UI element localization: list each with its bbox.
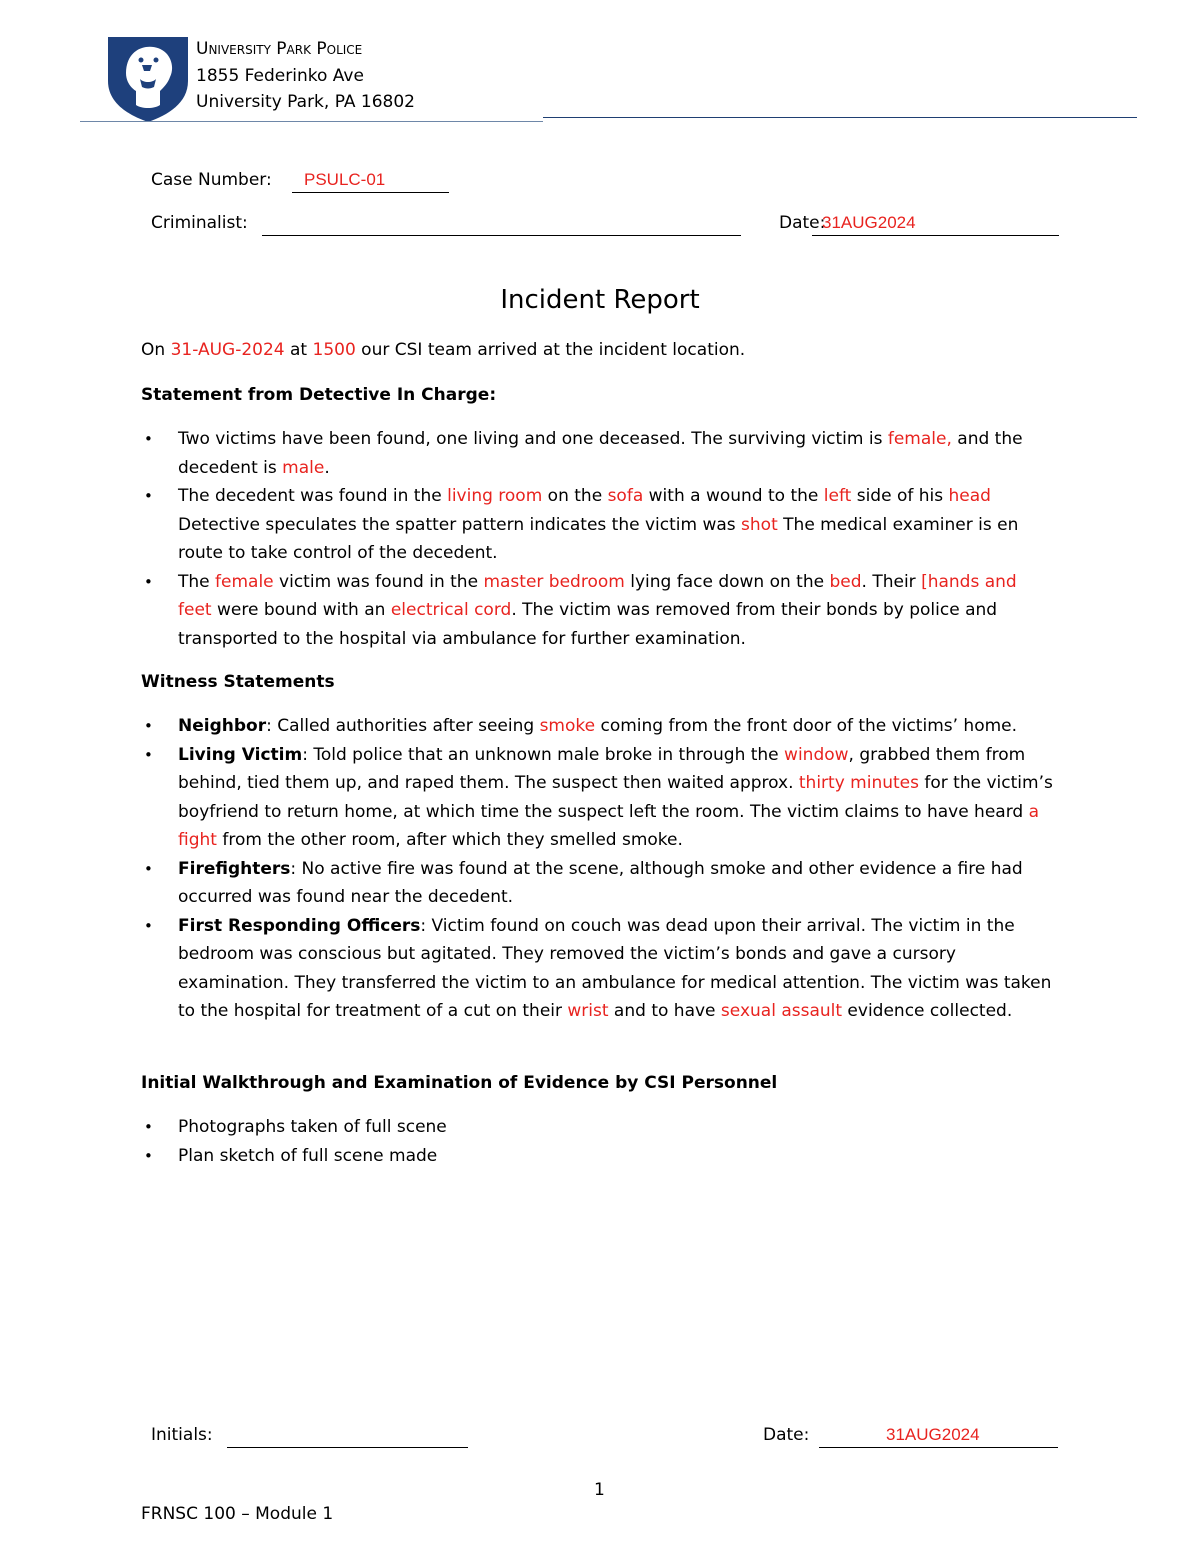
detective-statement-item — [141, 568, 1051, 654]
item-text: victim was found in the — [273, 571, 484, 592]
highlighted-fill-text: left — [823, 486, 852, 506]
bullet-icon: • — [144, 572, 153, 591]
highlighted-fill-text: sexual assault — [720, 1001, 843, 1021]
witness-statement-item — [141, 712, 1056, 741]
item-text: from the other room, after which they smelled smoke. — [216, 830, 683, 850]
criminalist-field[interactable] — [262, 211, 741, 236]
bullet-icon: • — [144, 430, 153, 448]
witness-name: Living Victim — [178, 744, 303, 765]
address-line-1: 1855 Federinko Ave — [196, 66, 364, 86]
item-text: Detective speculates the spatter pattern indicates the victim was — [178, 514, 742, 535]
date-field[interactable] — [812, 211, 1059, 236]
witness-statement-item — [141, 741, 1056, 855]
arrival-time: 1500 — [312, 340, 356, 360]
highlighted-fill-text: head — [948, 486, 991, 506]
item-text: The decedent was found in the — [178, 486, 448, 506]
witness-statements-list — [141, 712, 1056, 1026]
walkthrough-heading: Initial Walkthrough and Examination of Evidence by CSI Personnel — [141, 1073, 778, 1093]
witness-statement-item — [141, 912, 1056, 1026]
witness-statement-item — [141, 855, 1056, 912]
item-text: evidence collected. — [842, 1001, 1013, 1021]
signoff-date-field[interactable] — [819, 1423, 1058, 1448]
item-text: . The victim was removed from their bonds by police and transported to the hospital via ambulance for further examination. — [178, 600, 998, 649]
detective-statement-list — [141, 425, 1051, 653]
witness-name: Firefighters — [178, 858, 291, 879]
header-divider-right — [543, 117, 1137, 118]
signoff-date-value: 31AUG2024 — [886, 1425, 980, 1444]
arrival-text-1: On — [141, 340, 171, 360]
initials-field[interactable] — [227, 1423, 468, 1448]
bullet-icon: • — [144, 745, 153, 764]
witness-name: Neighbor — [178, 716, 267, 736]
criminalist-label: Criminalist: — [151, 213, 248, 233]
arrival-date: 31-AUG-2024 — [170, 340, 285, 360]
walkthrough-item — [141, 1142, 1041, 1171]
item-text: on the — [542, 486, 608, 506]
bullet-icon: • — [144, 1146, 153, 1165]
item-text: lying face down on the — [624, 571, 830, 592]
case-number-label: Case Number: — [151, 170, 272, 190]
item-text: were bound with an — [211, 600, 391, 620]
item-text: and the decedent is — [178, 429, 1023, 478]
signoff-date-label: Date: — [763, 1425, 810, 1445]
highlighted-fill-text: shot — [741, 514, 778, 535]
case-number-field[interactable] — [292, 168, 449, 193]
highlighted-fill-text: thirty minutes — [798, 773, 919, 793]
item-text: Two victims have been found, one living and one deceased. The surviving victim is — [178, 429, 888, 449]
nittany-lion-shield-icon — [106, 33, 190, 123]
course-footer: FRNSC 100 – Module 1 — [141, 1504, 334, 1524]
initials-label: Initials: — [151, 1425, 213, 1445]
item-text: The medical examiner is en route to take control of the decedent. — [178, 514, 1019, 563]
detective-statement-item — [141, 425, 1051, 482]
highlighted-fill-text: [hands and feet — [178, 571, 1017, 620]
item-text: . Their — [861, 571, 922, 592]
bullet-icon: • — [144, 859, 153, 878]
highlighted-fill-text: living room — [447, 486, 543, 506]
item-text: for the victim’s boyfriend to return home, at which time the suspect left the room. The victim claims to have heard — [178, 773, 1053, 822]
walkthrough-list — [141, 1113, 1041, 1170]
item-text: . — [324, 457, 330, 478]
bullet-icon: • — [144, 717, 153, 735]
bullet-icon: • — [144, 1118, 153, 1136]
item-text: with a wound to the — [643, 486, 824, 506]
witness-statements-heading: Witness Statements — [141, 672, 335, 692]
witness-name: First Responding Officers — [178, 915, 421, 936]
item-text: Photographs taken of full scene — [178, 1117, 447, 1137]
item-text: , grabbed them from behind, tied them up, and raped them. The suspect then waited approx. — [178, 744, 1026, 793]
item-text: The — [178, 571, 216, 592]
page-number: 1 — [594, 1480, 605, 1500]
item-text: side of his — [851, 486, 949, 506]
item-text: : No active fire was found at the scene, although smoke and other evidence a fire had occurred was found near the decedent. — [178, 858, 1023, 907]
item-text: and to have — [608, 1001, 721, 1021]
highlighted-fill-text: female — [215, 571, 274, 592]
highlighted-fill-text: sofa — [607, 486, 644, 506]
highlighted-fill-text: a fight — [178, 801, 1040, 850]
highlighted-fill-text: wrist — [567, 1001, 609, 1021]
address-line-2: University Park, PA 16802 — [196, 92, 415, 112]
walkthrough-item — [141, 1113, 1041, 1142]
header-divider-left — [80, 121, 543, 122]
organization-name: University Park Police — [196, 39, 363, 59]
date-label: Date: — [779, 213, 826, 233]
date-value: 31AUG2024 — [822, 213, 916, 232]
detective-statement-item — [141, 482, 1051, 568]
page-title: Incident Report — [500, 285, 700, 315]
highlighted-fill-text: electrical cord — [390, 600, 512, 620]
highlighted-fill-text: master bedroom — [483, 571, 625, 592]
item-text: Plan sketch of full scene made — [178, 1145, 438, 1166]
highlighted-fill-text: smoke — [539, 716, 596, 736]
highlighted-fill-text: window — [784, 744, 849, 765]
arrival-paragraph — [141, 340, 745, 360]
bullet-icon: • — [144, 916, 153, 935]
arrival-text-3: our CSI team arrived at the incident location. — [355, 340, 746, 360]
item-text: : Told police that an unknown male broke in through the — [302, 744, 785, 765]
highlighted-fill-text: male — [282, 457, 325, 478]
case-number-value: PSULC-01 — [304, 170, 386, 189]
arrival-text-2: at — [284, 340, 313, 360]
detective-statement-heading: Statement from Detective In Charge: — [141, 385, 497, 405]
item-text: : Victim found on couch was dead upon their arrival. The victim in the bedroom was conscious but agitated. They removed the victim’s bonds and gave a cursory examination. They transferred the victim to an ambulance for medical attention. The victim was taken to the hospital for treatment of a cut on their — [178, 915, 1052, 1021]
item-text: coming from the front door of the victims’ home. — [595, 716, 1018, 736]
bullet-icon: • — [144, 487, 153, 505]
highlighted-fill-text: bed — [829, 571, 862, 592]
highlighted-fill-text: female, — [887, 429, 952, 449]
item-text: : Called authorities after seeing — [266, 716, 540, 736]
